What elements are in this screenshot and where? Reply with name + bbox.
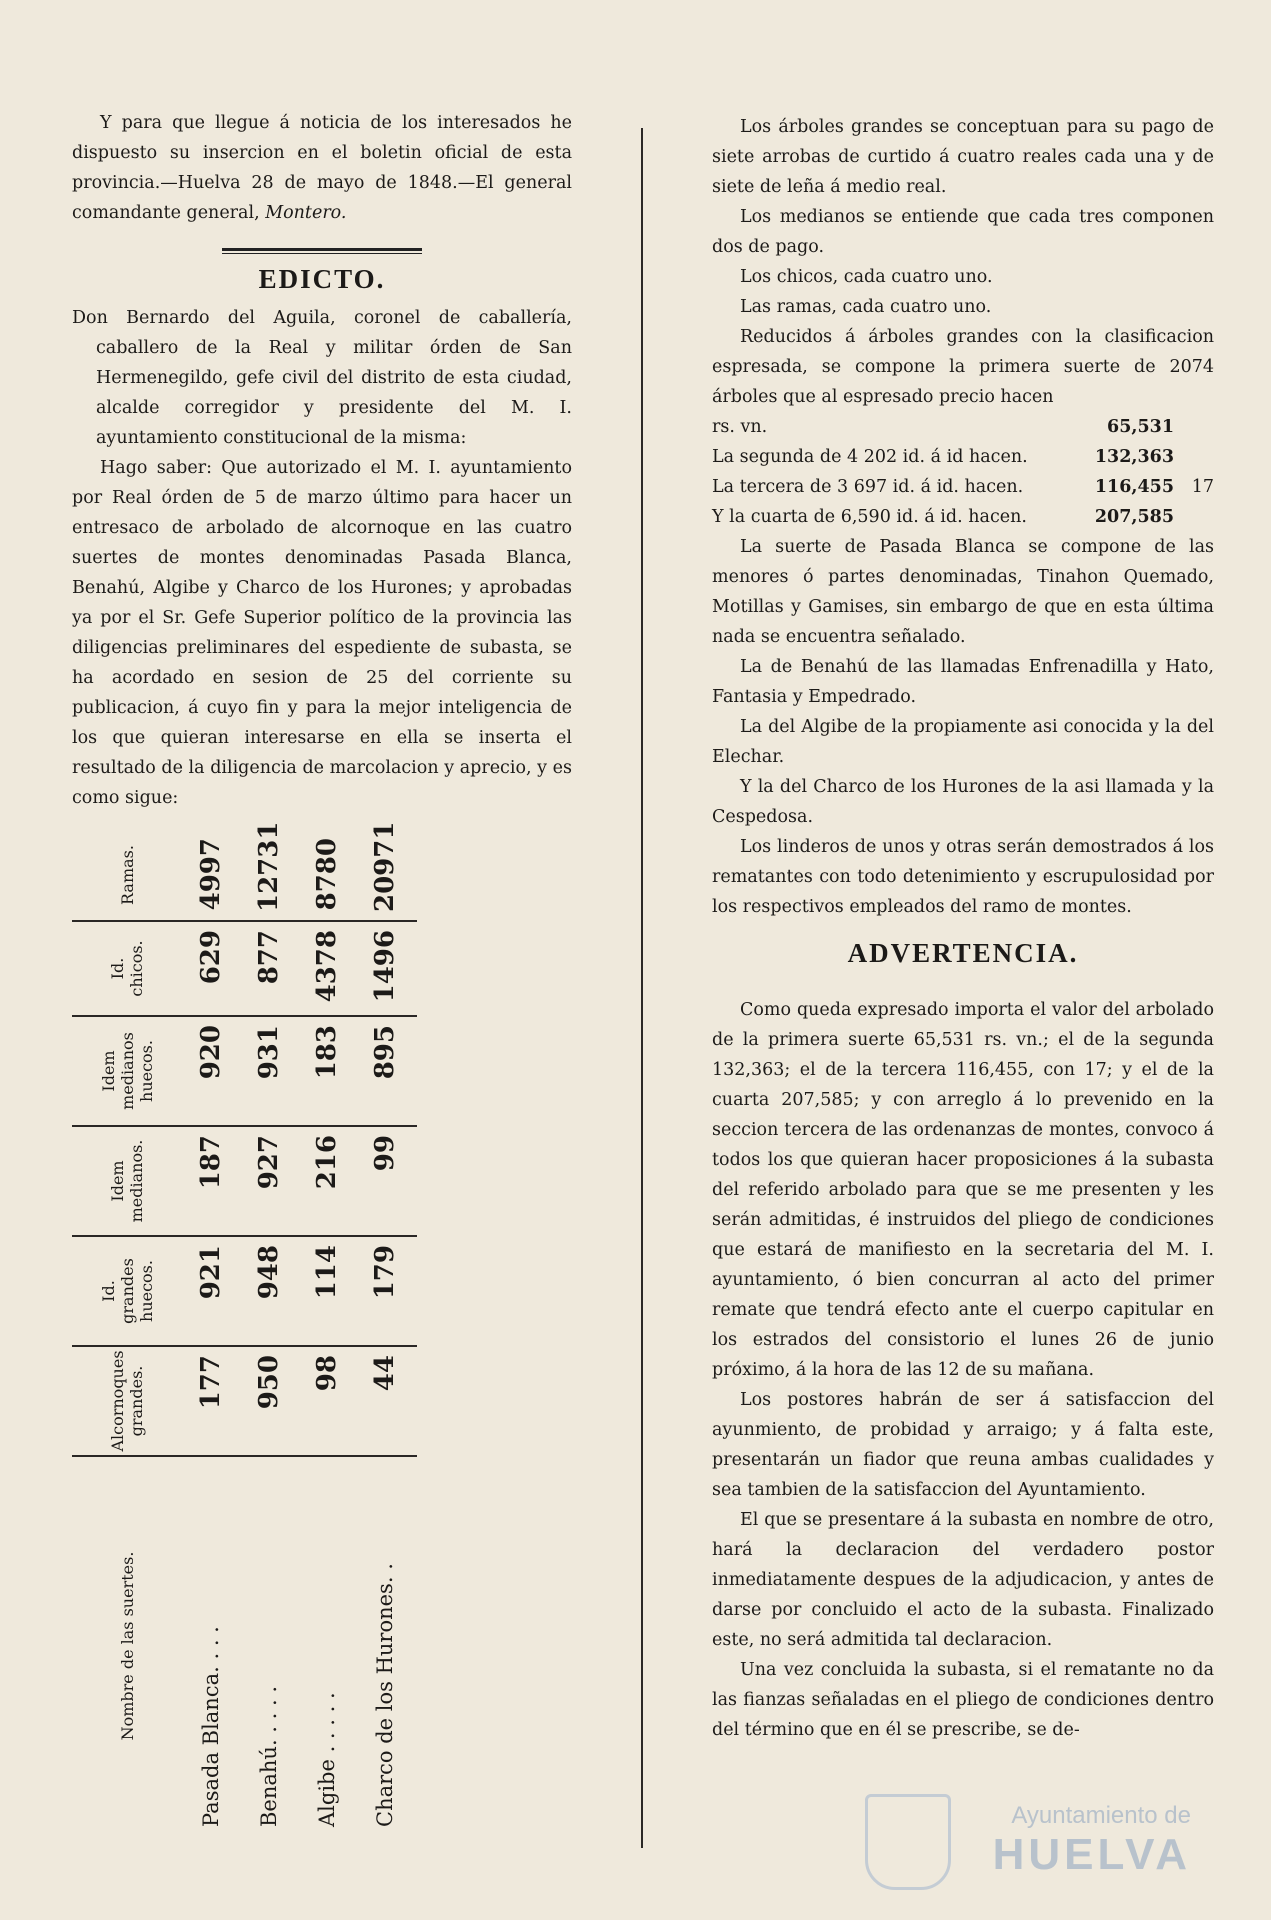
table-cell: 948 xyxy=(254,1245,284,1300)
advertencia-title: ADVERTENCIA. xyxy=(847,938,1079,968)
table-cell: 4997 xyxy=(196,838,226,911)
table-header: Id. grandes huecos. xyxy=(98,1258,156,1324)
valuation-row: Y la cuarta de 6,590 id. á id. hacen. 207,585 xyxy=(712,507,1174,527)
paragraph: Los medianos se entiende que cada tres componen dos de pago. xyxy=(712,207,1214,257)
table-column xyxy=(72,1015,417,1125)
column-divider xyxy=(641,128,643,1848)
paragraph: Los chicos, cada cuatro uno. xyxy=(740,267,993,287)
table-cell: 931 xyxy=(254,1025,284,1080)
valuation-row: La tercera de 3 697 id. á id. hacen. 116,455 17 xyxy=(712,477,1214,497)
table-cell: 927 xyxy=(254,1135,284,1190)
table-cell: 177 xyxy=(196,1355,226,1410)
table-cell: 216 xyxy=(312,1135,342,1190)
table-cell: 114 xyxy=(312,1245,342,1300)
table-cell: 4378 xyxy=(312,930,342,1003)
table-cell: 183 xyxy=(312,1025,342,1080)
table-cell: Algibe . . . . . xyxy=(315,1692,339,1827)
table-header: Alcornoques grandes. xyxy=(108,1350,146,1452)
table-cell: 187 xyxy=(196,1135,226,1190)
table-cell: Benahú. . . . . xyxy=(257,1685,281,1827)
paragraph: Una vez concluida la subasta, si el rematante no da las fianzas señaladas en el pliego de condiciones dentro del término que en él se prescribe, se de- xyxy=(712,1660,1214,1740)
table-header: Ramas. xyxy=(117,845,137,905)
paragraph: La suerte de Pasada Blanca se compone de las menores ó partes denominadas, Tinahon Quemado, Motillas y Gamises, sin embargo de que en esta última nada se encuentra señalado. xyxy=(712,537,1214,647)
valuation-table xyxy=(72,821,417,1835)
section-divider xyxy=(222,248,422,254)
edict-title: EDICTO. xyxy=(258,264,386,294)
table-cell: 1496 xyxy=(370,930,400,1003)
table-cell: 921 xyxy=(196,1245,226,1300)
table-cell: 950 xyxy=(254,1355,284,1410)
table-column xyxy=(72,1125,417,1235)
right-column xyxy=(712,112,1214,1745)
intro-paragraph: Y para que llegue á noticia de los interesados he dispuesto su insercion en el boletin oficial de esta provincia.—Huelva 28 de mayo de 1848.—El general comandante general, Montero. xyxy=(72,113,572,223)
left-column xyxy=(72,108,572,813)
paragraph: Los árboles grandes se conceptuan para su pago de siete arrobas de curtido á cuatro reales cada una y de siete de leña á medio real. xyxy=(712,117,1214,197)
table-column xyxy=(72,920,417,1015)
paragraph: La del Algibe de la propiamente asi conocida y la del Elechar. xyxy=(712,717,1214,767)
valuation-row: rs. vn. 65,531 xyxy=(712,417,1174,437)
table-cell: 8780 xyxy=(312,838,342,911)
table-header: Nombre de las suertes. xyxy=(117,1551,137,1741)
table-cell: 920 xyxy=(196,1025,226,1080)
table-cell: 895 xyxy=(370,1025,400,1080)
signature: Montero. xyxy=(265,203,347,223)
table-cell: 179 xyxy=(370,1245,400,1300)
paragraph: El que se presentare á la subasta en nombre de otro, hará la declaracion del verdadero postor inmediatamente despues de la adjudicacion, y antes de darse por concluido el acto de la subasta. Finalizado este, no será admitida tal declaracion. xyxy=(712,1510,1214,1650)
table-cell: 98 xyxy=(312,1355,342,1392)
watermark-line: HUELVA xyxy=(992,1830,1191,1879)
table-cell: 44 xyxy=(370,1355,400,1392)
table-column xyxy=(72,1235,417,1345)
paragraph: Los linderos de unos y otras serán demostrados á los rematantes con todo detenimiento y escrupulosidad por los respectivos empleados del ramo de montes. xyxy=(712,837,1214,917)
paragraph: Como queda expresado importa el valor del arbolado de la primera suerte 65,531 rs. vn.; el de la segunda 132,363; el de la tercera 116,455, con 17; y el de la cuarta 207,585; y con arreglo á lo prevenido en la seccion tercera de las ordenanzas de montes, convoco á todos los que quieran hacer proposiciones á la subasta del referido arbolado para que se me presenten y les serán admitidas, é instruidos del pliego de condiciones que estará de manifiesto en la secretaria del M. I. ayuntamiento, ó bien concurran al acto del primer remate que tendrá efecto ante el cuerpo capitular en los estrados del consistorio el lunes 26 de junio próximo, á la hora de las 12 de su mañana. xyxy=(712,1000,1214,1380)
table-column-names xyxy=(72,1455,417,1835)
watermark-line: Ayuntamiento de xyxy=(1011,1802,1191,1829)
table-header: Idem medianos. xyxy=(108,1139,146,1223)
table-cell: 12731 xyxy=(254,821,284,912)
table-cell: Charco de los Hurones. . xyxy=(373,1563,397,1827)
table-cell: Pasada Blanca. . . . xyxy=(199,1626,223,1827)
paragraph: Los postores habrán de ser á satisfaccion del ayunmiento, de probidad y arraigo; y á falta este, presentarán un fiador que reuna ambas cualidades y sea tambien de la satisfaccion del Ayuntamiento. xyxy=(712,1390,1214,1500)
paragraph: Reducidos á árboles grandes con la clasificacion espresada, se compone la primera suerte de 2074 árboles que al espresado precio hacen xyxy=(712,327,1214,407)
table-cell: 20971 xyxy=(370,821,400,912)
table-cell: 877 xyxy=(254,930,284,985)
table-header: Idem medianos huecos. xyxy=(98,1032,156,1110)
valuation-row: La segunda de 4 202 id. á id hacen. 132,363 xyxy=(712,447,1174,467)
table-header: Id. chicos. xyxy=(108,940,146,997)
table-column xyxy=(72,821,417,920)
edict-body-paragraph: Hago saber: Que autorizado el M. I. ayuntamiento por Real órden de 5 de marzo último para hacer un entresaco de arbolado de alcornoque en las cuatro suertes de montes denominadas Pasada Blanca, Benahú, Algibe y Charco de los Hurones; y aprobadas ya por el Sr. Gefe Superior político de la provincia las diligencias preliminares del espediente de subasta, se ha acordado en sesion de 25 del corriente su publicacion, á cuyo fin y para la mejor inteligencia de los que quieran interesarse en ella se inserta el resultado de la diligencia de marcolacion y aprecio, y es como sigue: xyxy=(72,458,572,808)
edict-heading-paragraph: Don Bernardo del Aguila, coronel de caballería, caballero de la Real y militar órden de San Hermenegildo, gefe civil del distrito de esta ciudad, alcalde corregidor y presidente del M. I. ayuntamiento constitucional de la misma: xyxy=(72,308,572,448)
paragraph: Y la del Charco de los Hurones de la asi llamada y la Cespedosa. xyxy=(712,777,1214,827)
watermark-shield-icon xyxy=(865,1794,951,1890)
paragraph: La de Benahú de las llamadas Enfrenadilla y Hato, Fantasia y Empedrado. xyxy=(712,657,1214,707)
paragraph: Las ramas, cada cuatro uno. xyxy=(740,297,992,317)
table-cell: 629 xyxy=(196,930,226,985)
table-column xyxy=(72,1345,417,1455)
watermark xyxy=(993,1802,1191,1880)
table-cell: 99 xyxy=(370,1135,400,1172)
